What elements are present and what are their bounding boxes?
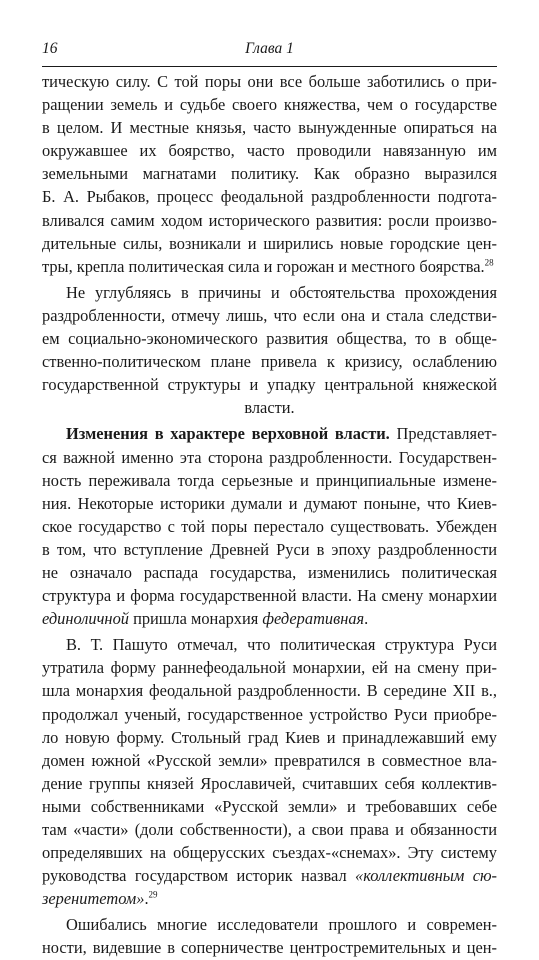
text-line: Не углубляясь в причины и обстоятельства прохождения — [66, 282, 497, 302]
text-line: домен южной «Русской земли» превратился в совместное вла- — [42, 750, 497, 770]
text-line: Б. А. Рыбаков, процесс феодальной раздробленности подгота- — [42, 187, 497, 207]
text-line — [42, 422, 497, 445]
footnote-ref: 28 — [484, 257, 494, 268]
footnote-ref: 29 — [148, 889, 158, 900]
text-line: ем социально-экономического развития общества, то в обще- — [42, 329, 497, 349]
text-line: государственной структуры и упадку центральной княжеской — [42, 375, 497, 395]
text-line: В. Т. Пашуто отмечал, что политическая структура Руси — [66, 635, 497, 655]
header-rule — [42, 66, 497, 67]
text-line: ся важной именно эта сторона раздробленности. Государствен- — [42, 447, 497, 467]
text-line: Ошибались многие исследователи прошлого и современ- — [66, 915, 497, 935]
text-line: структура и форма государственной власти. На смену монархии — [42, 586, 497, 606]
text-line: ское государство с той поры перестало существовать. Убежден — [42, 516, 497, 536]
text-line: в том, что вступление Древней Руси в эпоху раздробленности — [42, 539, 497, 559]
text-line: ло новую форму. Стольный град Киев и принадлежавший ему — [42, 727, 497, 747]
text-line: раздробленности, отмечу лишь, что если она и стала следстви- — [42, 305, 497, 325]
text-line: в целом. И местные князья, часто вынужденные опираться на — [42, 118, 497, 138]
text-line: определявших на общерусских съездах-«снемах». Эту систему — [42, 843, 497, 863]
chapter-title: Глава 1 — [245, 40, 294, 57]
italic-term: федеративная — [262, 609, 365, 629]
text-line: ращении земель и судьбе своего княжества, чем о государстве — [42, 95, 497, 115]
text-line: ными собственниками «Русской земли» и требовавших себе — [42, 796, 497, 816]
text-line: ности, видевшие в соперничестве центростремительных и цен- — [42, 938, 497, 958]
text-line: не означало распада государства, изменились политическая — [42, 562, 497, 582]
text-line — [42, 864, 497, 887]
text-line: там «части» (доли собственности), а свои права и обязанности — [42, 820, 497, 839]
text-fragment: Представляет- — [389, 424, 497, 444]
text-line-last: власти. — [244, 398, 295, 418]
text-line: дительные силы, возникали и ширились новые городские цен- — [42, 233, 497, 253]
text-fragment: пришла монархия — [128, 609, 263, 629]
run-in-heading: Изменения в характере верховной власти. — [66, 424, 390, 444]
text-line: тическую силу. С той поры они все больше заботились о при- — [42, 72, 497, 91]
paragraph-1 — [42, 70, 497, 278]
text-line: ственно-политическом плане привела к кризису, ослаблению — [42, 352, 497, 372]
text-line: ность переживала тогда серьезные и принципиальные измене- — [42, 470, 497, 490]
text-fragment: тры, крепла политическая сила и горожан и местного боярства. — [42, 256, 485, 276]
paragraph-5 — [42, 913, 497, 959]
paragraph-2 — [42, 281, 497, 420]
running-header — [42, 40, 497, 62]
text-line-last — [42, 887, 497, 910]
text-line: шла монархия феодальной раздробленности. В середине XII в., — [42, 681, 497, 701]
text-line: дение группы князей Ярославичей, считавших себя коллектив- — [42, 773, 497, 793]
text-line: земельными магнатами политику. Как образно выразился — [42, 164, 497, 184]
text-fragment: руководства государством историк назвал — [42, 866, 356, 886]
text-line-last — [42, 255, 497, 278]
text-line: утратила форму раннефеодальной монархии, ей на смену при- — [42, 658, 497, 678]
paragraph-4 — [42, 633, 497, 910]
text-line: ния. Некоторые историки думали и думают поныне, что Киев- — [42, 493, 497, 513]
paragraph-3 — [42, 422, 497, 630]
text-line: вливался самим ходом исторического развития: росли произво- — [42, 210, 497, 230]
body-text — [42, 70, 497, 960]
italic-term: единоличной — [42, 609, 129, 629]
text-fragment: . — [364, 609, 369, 629]
italic-term: «коллективным сю- — [355, 866, 497, 886]
page-number: 16 — [42, 40, 58, 57]
text-line: окружавшее их боярство, часто проводили навязанную им — [42, 141, 497, 161]
text-line: продолжал ученый, государственное устройство Руси приобре- — [42, 704, 497, 724]
italic-term: зеренитетом» — [42, 889, 145, 909]
text-fragment: . — [144, 889, 149, 909]
text-line-last — [42, 607, 497, 630]
